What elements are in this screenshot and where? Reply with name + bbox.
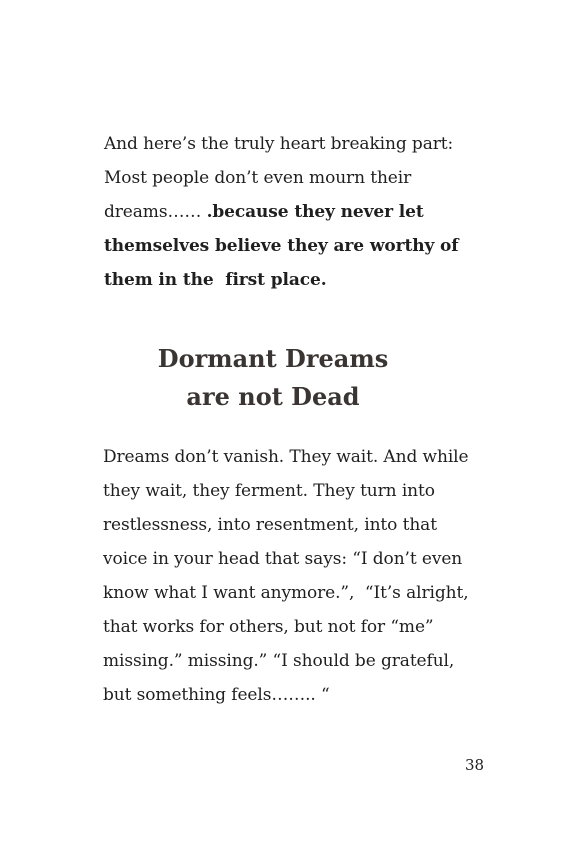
- section-heading: [100, 340, 446, 416]
- section-heading-line-2: are not Dead: [186, 382, 360, 411]
- paragraph-body: Dreams don’t vanish. They wait. And while they wait, they ferment. They turn into restlessness, into resentment, into that voice in your head that says: “I don’t even know what I want anymore.”, “It’s alright, that works for others, but not for “me” missing.” missing.” “I should be grateful, but something feels…….. “: [103, 447, 469, 705]
- paragraph-intro-regular: And here’s the truly heart breaking part: Most people don’t even mourn their dreams……: [104, 134, 454, 222]
- paragraph-intro: [104, 127, 464, 297]
- page-number: 38: [465, 756, 485, 774]
- paragraph-intro-bold: .because they never let themselves believe they are worthy of them in the first place.: [104, 202, 459, 290]
- section-heading-line-1: Dormant Dreams: [157, 344, 389, 373]
